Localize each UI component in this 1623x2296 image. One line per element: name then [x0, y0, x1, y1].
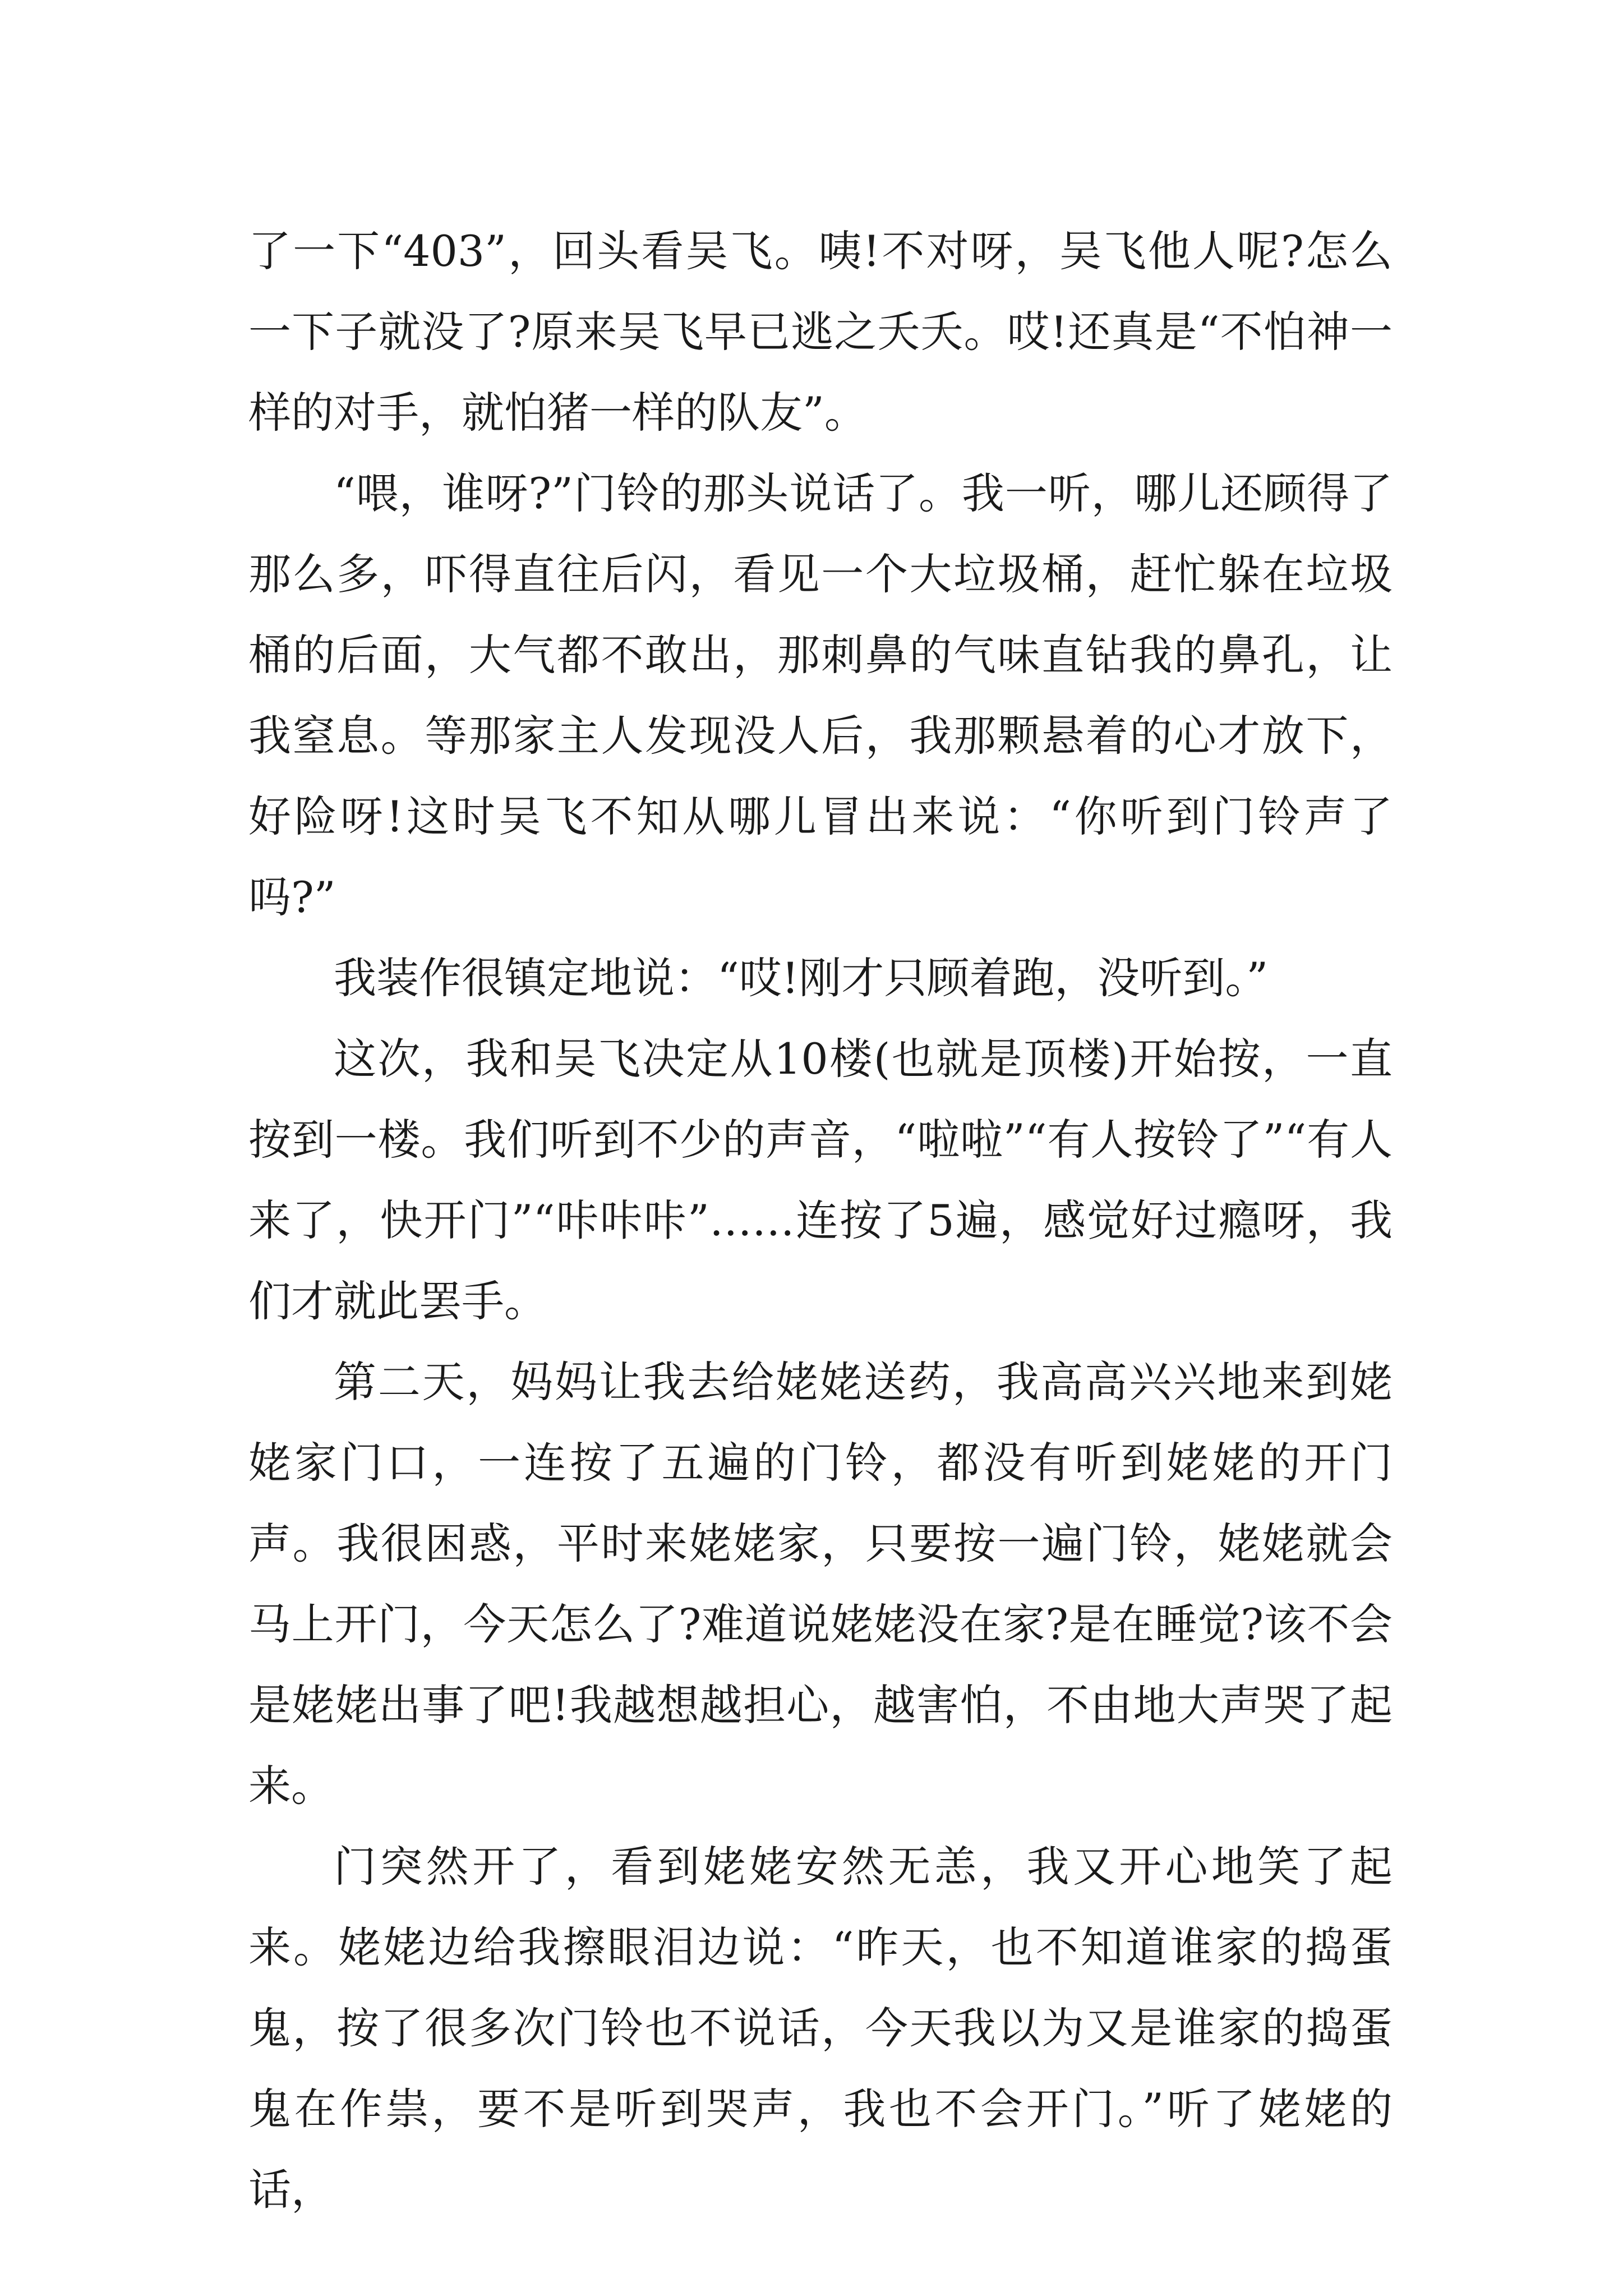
paragraph: 了一下“403”，回头看吴飞。咦!不对呀，吴飞他人呢?怎么一下子就没了?原来吴飞早已逃之夭夭。哎!还真是“不怕神一样的对手，就怕猪一样的队友”。 — [248, 226, 1393, 438]
paragraph: “喂，谁呀?”门铃的那头说话了。我一听，哪儿还顾得了那么多，吓得直往后闪，看见一个大垃圾桶，赶忙躲在垃圾桶的后面，大气都不敢出，那刺鼻的气味直钻我的鼻孔，让我窒息。等那家主人发现没人后，我那颗悬着的心才放下，好险呀!这时吴飞不知从哪儿冒出来说：“你听到门铃声了吗?” — [248, 468, 1393, 922]
body-text — [248, 211, 1393, 2230]
paragraph: 门突然开了，看到姥姥安然无恙，我又开心地笑了起来。姥姥边给我擦眼泪边说：“昨天，也不知道谁家的捣蛋鬼，按了很多次门铃也不说话，今天我以为又是谁家的捣蛋鬼在作祟，要不是听到哭声，我也不会开门。”听了姥姥的话， — [248, 1842, 1393, 2215]
paragraph: 我装作很镇定地说：“哎!刚才只顾着跑，没听到。” — [334, 953, 1269, 1003]
paragraph: 第二天，妈妈让我去给姥姥送药，我高高兴兴地来到姥姥家门口，一连按了五遍的门铃，都没有听到姥姥的开门声。我很困惑，平时来姥姥家，只要按一遍门铃，姥姥就会马上开门，今天怎么了?难道说姥姥没在家?是在睡觉?该不会是姥姥出事了吧!我越想越担心，越害怕，不由地大声哭了起来。 — [248, 1357, 1393, 1811]
paragraph: 这次，我和吴飞决定从10楼(也就是顶楼)开始按，一直按到一楼。我们听到不少的声音，“啦啦”“有人按铃了”“有人来了，快开门”“咔咔咔”……连按了5遍，感觉好过瘾呀，我们才就此罢手。 — [248, 1034, 1393, 1326]
